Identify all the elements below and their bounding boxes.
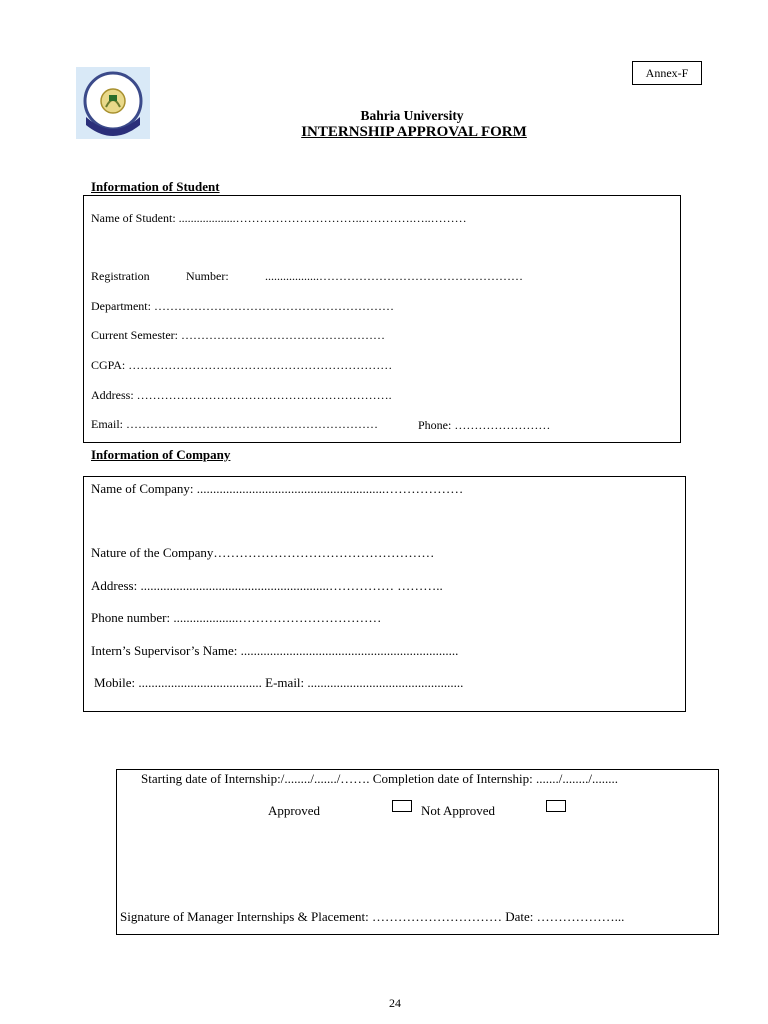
company-address-field[interactable]: Address: ..........................................................…………… ………..	[91, 578, 443, 593]
not-approved-label: Not Approved	[421, 803, 496, 818]
company-phone-field[interactable]: Phone number: ....................……………………………	[91, 610, 382, 625]
department-field[interactable]: Department: ……………………………………………………	[91, 299, 394, 313]
company-nature-field[interactable]: Nature of the Company……………………………………………	[91, 545, 435, 560]
approval-box	[116, 769, 719, 935]
registration-number-field[interactable]: ..................……………………………………………	[265, 269, 523, 283]
university-name: Bahria University	[360, 108, 464, 123]
internship-dates-field[interactable]: Starting date of Internship:/......../......./……. Completion date of Internship: ......./......../........	[141, 771, 618, 786]
not-approved-checkbox[interactable]	[546, 800, 566, 816]
page-number: 24	[389, 996, 401, 1010]
supervisor-name-field[interactable]: Intern’s Supervisor’s Name: ...................................................................	[91, 643, 459, 658]
company-name-field[interactable]: Name of Company: ..........................................................………………	[91, 481, 464, 496]
student-info-box	[83, 195, 681, 443]
phone-field[interactable]: Phone: ……………………	[418, 418, 551, 432]
mobile-email-field[interactable]: Mobile: ...................................... E-mail: ................................................	[94, 675, 464, 690]
email-field[interactable]: Email: ………………………………………………………	[91, 417, 378, 431]
approved-checkbox[interactable]	[392, 800, 412, 816]
student-name-field[interactable]: Name of Student: ...................…………………………..………….…..………	[91, 211, 467, 225]
current-semester-field[interactable]: Current Semester: ……………………………………………	[91, 328, 385, 342]
student-section-heading: Information of Student	[91, 179, 220, 194]
number-label: Number:	[186, 269, 229, 283]
form-title: INTERNSHIP APPROVAL FORM	[301, 124, 527, 140]
cgpa-field[interactable]: CGPA: …………………………………………………………	[91, 358, 393, 372]
registration-label: Registration	[91, 269, 150, 283]
student-address-field[interactable]: Address: ……………………………………………………….	[91, 388, 392, 402]
annex-label: Annex-F	[632, 61, 702, 85]
company-section-heading: Information of Company	[91, 447, 231, 462]
company-info-box	[83, 476, 686, 712]
manager-signature-field[interactable]: Signature of Manager Internships & Placement: ………………………… Date: ………………...	[120, 909, 625, 924]
approved-label: Approved	[268, 803, 320, 818]
